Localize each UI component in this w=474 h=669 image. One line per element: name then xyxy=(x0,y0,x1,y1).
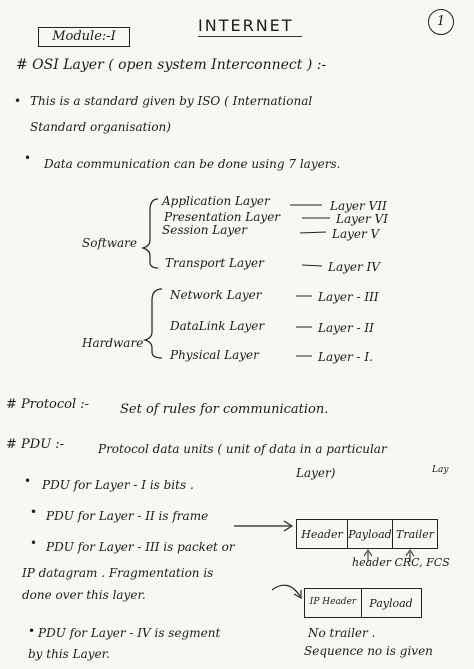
layer-name-7: Application Layer xyxy=(162,194,270,208)
pdu-definition-tail: Lay xyxy=(432,465,449,475)
segment-note-line1: No trailer . xyxy=(308,626,376,640)
protocol-heading: # Protocol :- xyxy=(6,397,90,412)
frame-payload-cell: Payload xyxy=(348,520,393,548)
frame-note: header CRC, FCS xyxy=(352,556,450,569)
protocol-definition: Set of rules for communication. xyxy=(120,402,329,417)
pdu-item-4-cont: by this Layer. xyxy=(28,647,110,661)
pdu-definition-line2: Layer) xyxy=(296,466,336,480)
pdu-item-4: PDU for Layer - IV is segment xyxy=(38,626,221,640)
layer-number-3: Layer - III xyxy=(318,290,379,304)
software-brace xyxy=(143,199,158,268)
frame-trailer-cell: Trailer xyxy=(396,527,434,541)
frame-structure-box xyxy=(296,519,438,549)
title-underline xyxy=(198,36,302,37)
layer-number-5: Layer V xyxy=(332,227,380,241)
pdu-item-1: PDU for Layer - I is bits . xyxy=(42,478,194,492)
layer-number-2: Layer - II xyxy=(318,321,374,335)
bullet-dot: • xyxy=(28,624,36,638)
software-group-label: Software xyxy=(82,236,137,250)
page-number: 1 xyxy=(428,9,454,35)
pdu-item-2: PDU for Layer - II is frame xyxy=(46,509,209,523)
hardware-brace xyxy=(145,289,162,358)
packet-structure-box xyxy=(304,588,422,618)
bullet-dot: • xyxy=(30,505,38,519)
frame-arrow-head xyxy=(284,521,292,531)
packet-payload-cell: Payload xyxy=(369,596,413,610)
bullet-dot: • xyxy=(24,474,32,488)
pdu-item-3: PDU for Layer - III is packet or xyxy=(46,540,235,554)
layer-name-5: Session Layer xyxy=(162,223,247,237)
pdu-item-3-cont1: IP datagram . Fragmentation is xyxy=(22,566,214,580)
dash-5 xyxy=(300,232,326,233)
packet-arrow-head xyxy=(294,590,301,598)
osi-bullet2: Data communication can be done using 7 layers. xyxy=(44,157,341,171)
layer-name-3: Network Layer xyxy=(170,288,262,302)
osi-bullet1-line1: This is a standard given by ISO ( International xyxy=(30,94,313,108)
layer-name-6: Presentation Layer xyxy=(164,210,281,224)
segment-note-line2: Sequence no is given xyxy=(304,644,433,658)
layer-number-1: Layer - I. xyxy=(318,350,373,364)
packet-header-cell: IP Header xyxy=(305,589,362,617)
hardware-group-label: Hardware xyxy=(82,336,144,350)
layer-name-2: DataLink Layer xyxy=(170,319,265,333)
layer-name-1: Physical Layer xyxy=(170,348,259,362)
layer-name-4: Transport Layer xyxy=(165,256,264,270)
bullet-dot: • xyxy=(14,94,22,108)
layer-number-4: Layer IV xyxy=(328,260,380,274)
layer-number-6: Layer VI xyxy=(336,212,388,226)
osi-bullet1-line2: Standard organisation) xyxy=(30,120,171,134)
osi-heading: # OSI Layer ( open system Interconnect ) :- xyxy=(16,57,327,73)
bullet-dot: • xyxy=(24,151,32,165)
module-label: Module:-I xyxy=(38,27,130,47)
bullet-dot: • xyxy=(30,536,38,550)
pdu-heading: # PDU :- xyxy=(6,437,65,452)
frame-header-cell: Header xyxy=(297,520,348,548)
packet-arrow-line xyxy=(272,585,300,596)
layer-number-7: Layer VII xyxy=(330,199,387,213)
pdu-item-3-cont2: done over this layer. xyxy=(22,588,146,602)
dash-4 xyxy=(302,265,322,266)
pdu-definition-line1: Protocol data units ( unit of data in a particular xyxy=(98,442,387,456)
page-title: INTERNET xyxy=(198,16,294,35)
